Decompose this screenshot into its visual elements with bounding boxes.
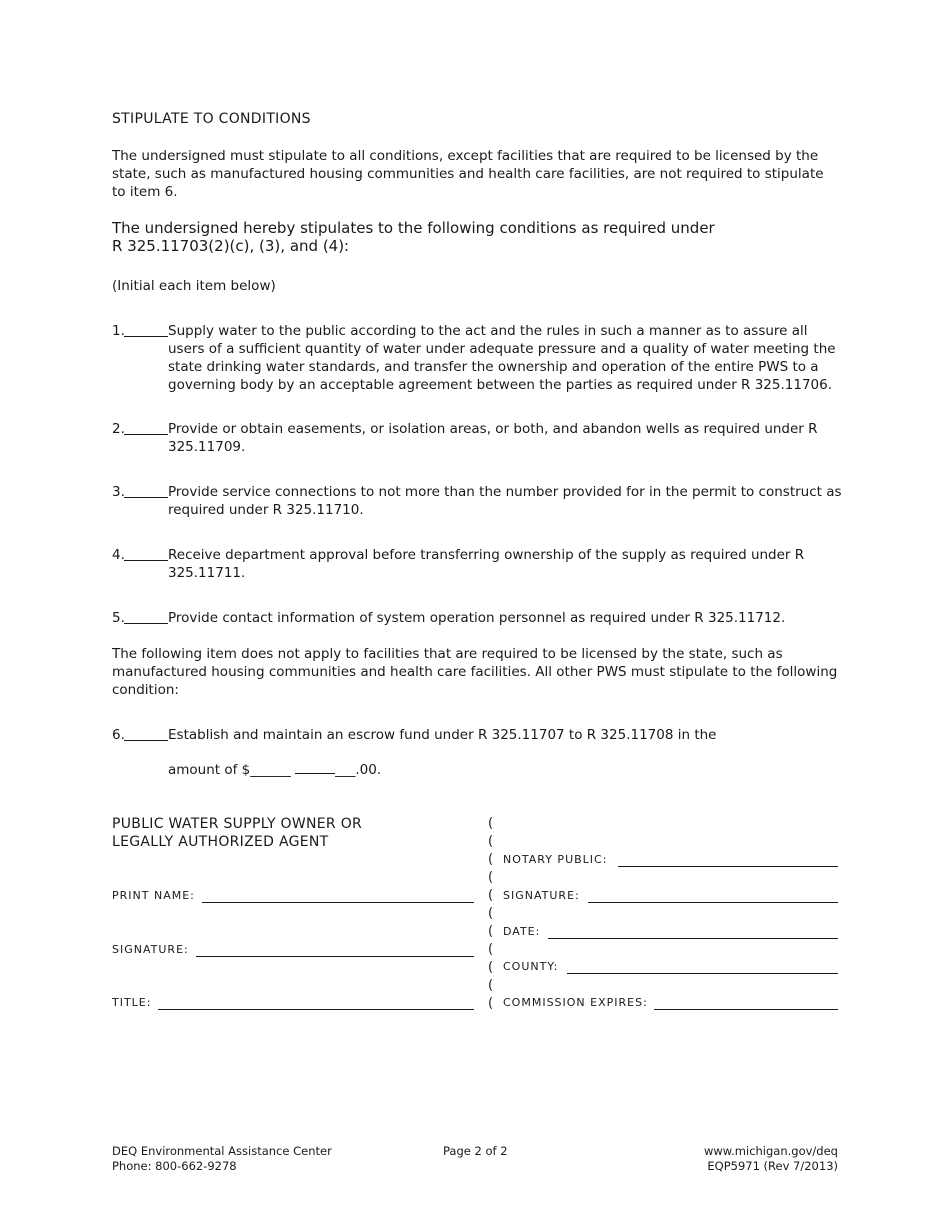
divider-paren: ( bbox=[488, 852, 494, 867]
divider-paren: ( bbox=[488, 978, 494, 993]
item-text: Provide or obtain easements, or isolation areas, or both, and abandon wells as required under R 325.11709. bbox=[168, 421, 818, 455]
footer-org: DEQ Environmental Assistance Center bbox=[112, 1144, 332, 1158]
divider-paren: ( bbox=[488, 960, 494, 975]
initial-blank[interactable] bbox=[124, 560, 168, 561]
notary-date-field[interactable] bbox=[548, 938, 838, 939]
condition-item-5 bbox=[112, 609, 842, 627]
amount-prefix: amount of $ bbox=[168, 762, 251, 778]
condition-item-3 bbox=[112, 483, 842, 519]
amount-start: ___ bbox=[250, 762, 271, 778]
notary-date-label: DATE: bbox=[503, 925, 541, 938]
divider-paren: ( bbox=[488, 924, 494, 939]
notary-signature-label: SIGNATURE: bbox=[503, 889, 580, 902]
item-number: 5. bbox=[112, 610, 125, 626]
section-heading: STIPULATE TO CONDITIONS bbox=[112, 111, 311, 127]
initial-blank[interactable] bbox=[124, 434, 168, 435]
footer-right bbox=[704, 1144, 838, 1174]
owner-title-line-1: PUBLIC WATER SUPPLY OWNER OR bbox=[112, 816, 363, 832]
intro-paragraph: The undersigned must stipulate to all conditions, except facilities that are required to be licensed by the state, such as manufactured housing communities and health care facilities, are not required to stipulate to item 6. bbox=[112, 148, 824, 200]
amount-end: ___.00. bbox=[335, 762, 382, 778]
divider-paren: ( bbox=[488, 906, 494, 921]
footer-url[interactable]: www.michigan.gov/deq bbox=[703, 1144, 838, 1158]
print-name-field[interactable] bbox=[202, 902, 474, 903]
condition-item-6 bbox=[112, 726, 842, 744]
owner-signature-label: SIGNATURE: bbox=[112, 943, 189, 956]
condition-item-1 bbox=[112, 322, 842, 394]
condition-item-4 bbox=[112, 546, 842, 582]
item-text: Receive department approval before transferring ownership of the supply as required under R 325.11711. bbox=[168, 547, 805, 581]
amount-blank[interactable] bbox=[295, 761, 335, 774]
stipulates-line-2: R 325.11703(2)(c), (3), and (4): bbox=[112, 237, 350, 255]
initial-blank[interactable] bbox=[124, 336, 168, 337]
commission-expires-field[interactable] bbox=[654, 1009, 838, 1010]
item-text: Provide contact information of system operation personnel as required under R 325.11712. bbox=[168, 610, 786, 626]
initial-blank[interactable] bbox=[124, 740, 168, 741]
footer-left bbox=[112, 1144, 332, 1174]
owner-title-field[interactable] bbox=[158, 1009, 474, 1010]
item-number: 1. bbox=[112, 323, 125, 339]
item-number: 2. bbox=[112, 421, 125, 437]
notary-county-label: COUNTY: bbox=[503, 960, 559, 973]
notary-county-field[interactable] bbox=[567, 973, 838, 974]
owner-title-label: TITLE: bbox=[112, 996, 152, 1009]
footer-phone: Phone: 800-662-9278 bbox=[112, 1159, 237, 1173]
item-number: 6. bbox=[112, 727, 125, 743]
notary-signature-field[interactable] bbox=[588, 902, 838, 903]
item-text: Establish and maintain an escrow fund under R 325.11707 to R 325.11708 in the bbox=[168, 727, 717, 743]
divider-paren: ( bbox=[488, 996, 494, 1011]
escrow-amount bbox=[168, 761, 381, 778]
amount-mid: ___ bbox=[270, 762, 296, 778]
commission-expires-label: COMMISSION EXPIRES: bbox=[503, 996, 648, 1009]
notary-public-label: NOTARY PUBLIC: bbox=[503, 853, 608, 866]
stipulates-line-1: The undersigned hereby stipulates to the following conditions as required under bbox=[112, 219, 715, 237]
item-number: 4. bbox=[112, 547, 125, 563]
condition-item-2 bbox=[112, 420, 842, 456]
divider-paren: ( bbox=[488, 888, 494, 903]
following-note: The following item does not apply to facilities that are required to be licensed by the state, such as manufactured housing communities and health care facilities. All other PWS must stipulate to the following condition: bbox=[112, 646, 838, 698]
item-text: Provide service connections to not more than the number provided for in the permit to construct as required under R 325.11710. bbox=[168, 484, 842, 518]
item-number: 3. bbox=[112, 484, 125, 500]
notary-public-field[interactable] bbox=[618, 866, 838, 867]
footer-page-number: Page 2 of 2 bbox=[443, 1144, 508, 1158]
initial-blank[interactable] bbox=[124, 497, 168, 498]
divider-paren: ( bbox=[488, 942, 494, 957]
divider-paren: ( bbox=[488, 834, 494, 849]
owner-title-line-2: LEGALLY AUTHORIZED AGENT bbox=[112, 834, 329, 850]
divider-paren: ( bbox=[488, 816, 494, 831]
owner-signature-field[interactable] bbox=[196, 956, 474, 957]
divider-paren: ( bbox=[488, 870, 494, 885]
owner-section-title bbox=[112, 815, 362, 851]
initial-note: (Initial each item below) bbox=[112, 278, 276, 294]
item-text: Supply water to the public according to the act and the rules in such a manner as to assure all users of a sufficient quantity of water under adequate pressure and a quality of water meeting the state drinking water standards, and transfer the ownership and operation of the entire PWS to a governing body by an acceptable agreement between the parties as required under R 325.11706. bbox=[168, 323, 836, 393]
initial-blank[interactable] bbox=[124, 623, 168, 624]
print-name-label: PRINT NAME: bbox=[112, 889, 195, 902]
footer-form-number: EQP5971 (Rev 7/2013) bbox=[707, 1159, 838, 1173]
